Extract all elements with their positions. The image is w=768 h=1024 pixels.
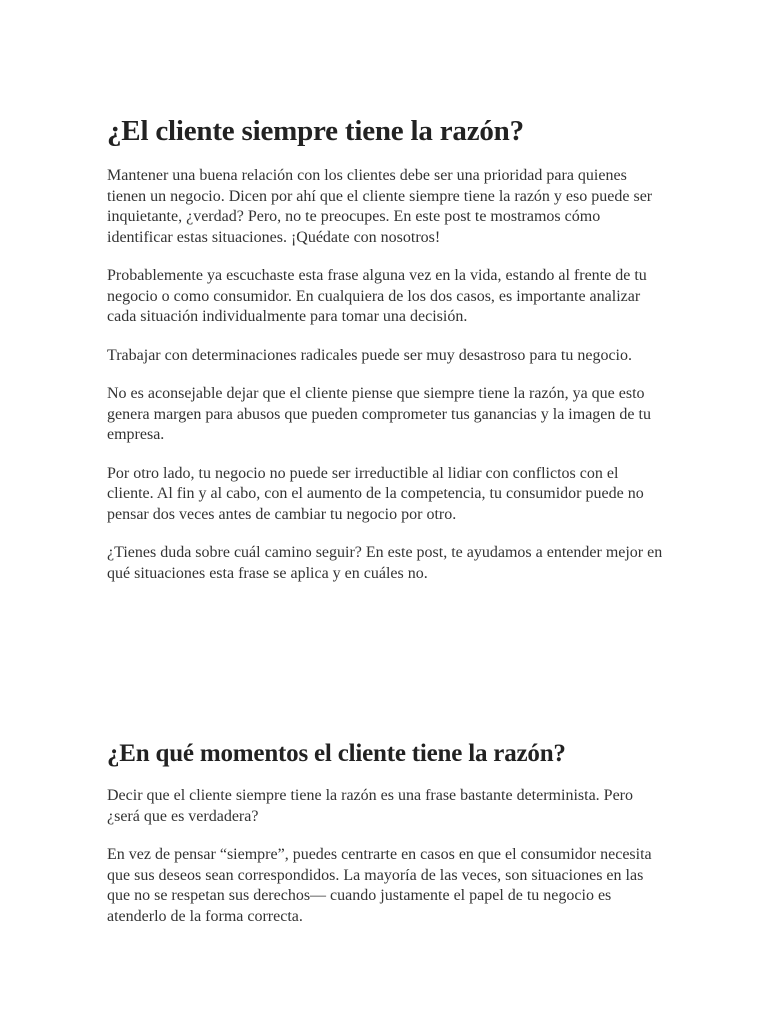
paragraph-context: Probablemente ya escuchaste esta frase alguna vez en la vida, estando al frente de tu negocio o como consumidor. En cualquiera de los dos casos, es importante analizar cada situación individualmente para tomar una decisión.: [107, 267, 647, 325]
paragraph-question: ¿Tienes duda sobre cuál camino seguir? En este post, te ayudamos a entender mejor en qué situaciones esta frase se aplica y en cuáles no.: [107, 544, 663, 582]
paragraph-abuse: No es aconsejable dejar que el cliente piense que siempre tiene la razón, ya que esto genera margen para abusos que pueden comprometer tus ganancias y la imagen de tu empresa.: [107, 385, 651, 443]
paragraph-rights: En vez de pensar “siempre”, puedes centrarte en casos en que el consumidor necesita que sus deseos sean correspondidos. La mayoría de las veces, son situaciones en las que no se respetan sus derechos— cuando justamente el papel de tu negocio es atenderlo de la forma correcta.: [107, 846, 652, 925]
article-content: [107, 112, 667, 925]
article-title: ¿El cliente siempre tiene la razón?: [107, 115, 524, 147]
paragraph-intro: Mantener una buena relación con los clientes debe ser una prioridad para quienes tienen un negocio. Dicen por ahí que el cliente siempre tiene la razón y eso puede ser inquietante, ¿verdad? Pero, no te preocupes. En este post te mostramos cómo identificar estas situaciones. ¡Quédate con nosotros!: [107, 167, 653, 246]
paragraph-competition: Por otro lado, tu negocio no puede ser irreductible al lidiar con conflictos con el cliente. Al fin y al cabo, con el aumento de la competencia, tu consumidor puede no pensar dos veces antes de cambiar tu negocio por otro.: [107, 464, 644, 523]
paragraph-radical: Trabajar con determinaciones radicales puede ser muy desastroso para tu negocio.: [107, 346, 632, 364]
section-heading: ¿En qué momentos el cliente tiene la razón?: [107, 740, 566, 767]
section-when-right: [107, 738, 667, 945]
paragraph-determinist: Decir que el cliente siempre tiene la razón es una frase bastante determinista. Pero ¿será que es verdadera?: [107, 787, 633, 825]
